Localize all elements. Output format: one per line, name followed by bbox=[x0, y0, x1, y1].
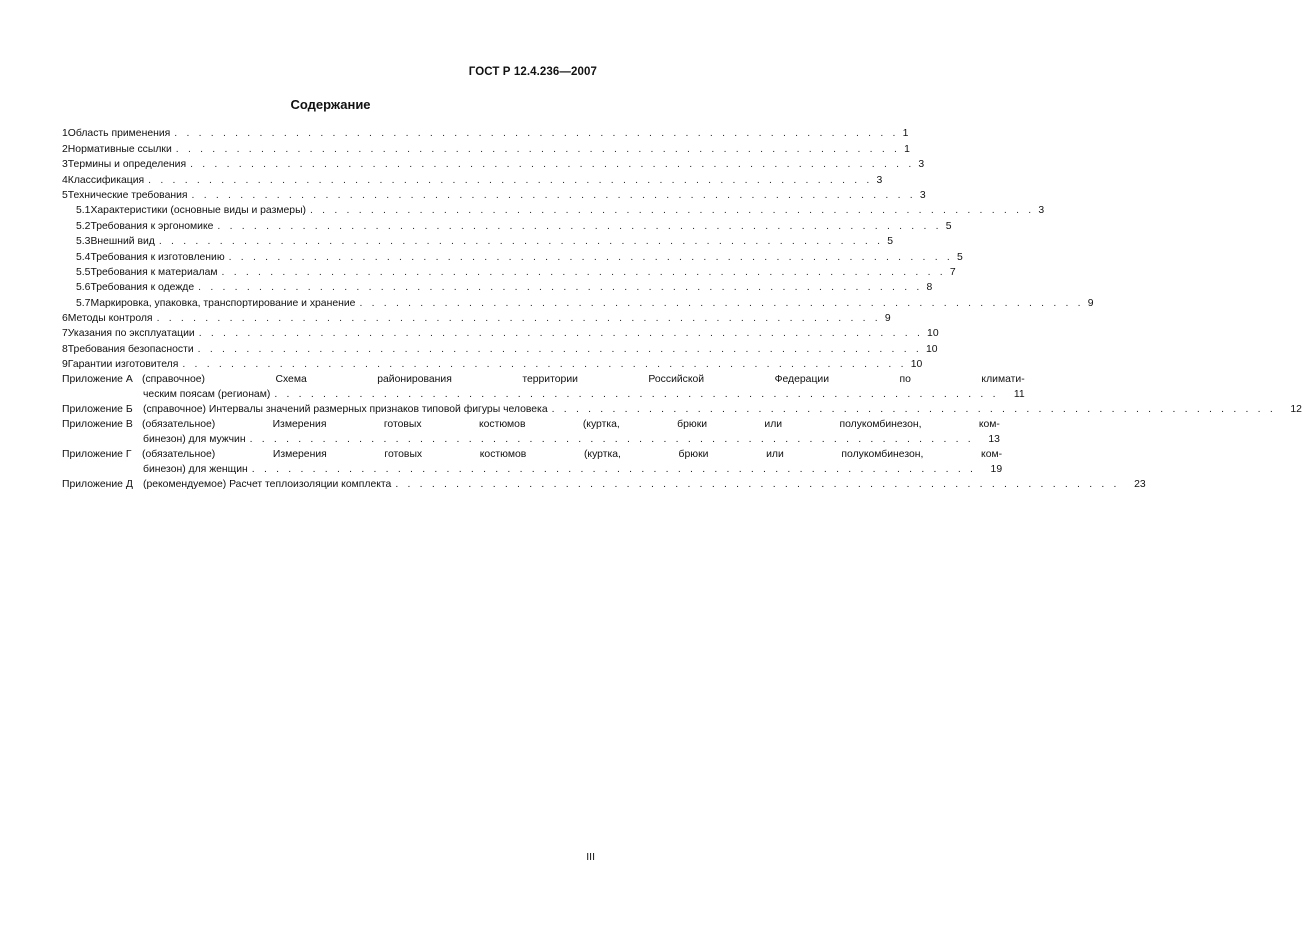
appendix-label: Приложение Г bbox=[62, 449, 132, 461]
dot-leader: . . . . . . . . . . . . . . . . . . . . . . . . . . . . . . . . . . . . . . . . . . . . . . . . . . . . . . . . . . . . bbox=[217, 220, 942, 232]
appendix-title: (справочное) Схема районирования территории Российской Федерации по климати- bbox=[142, 374, 1025, 386]
toc-subentry[interactable] bbox=[62, 295, 1094, 310]
toc-entry-title: Термины и определения bbox=[67, 159, 187, 171]
appendix-title: (справочное) Интервалы значений размерных признаков типовой фигуры человека bbox=[143, 404, 548, 416]
appendix-label: Приложение Д bbox=[62, 479, 133, 491]
dot-leader: . . . . . . . . . . . . . . . . . . . . . . . . . . . . . . . . . . . . . . . . . . . . . . . . . . . . . . . . . . . . bbox=[182, 359, 907, 371]
toc-entry-title: Требования к одежде bbox=[90, 282, 195, 294]
toc-title: Содержание bbox=[290, 97, 371, 112]
toc-entry-title: Требования безопасности bbox=[67, 343, 194, 355]
dot-leader: . . . . . . . . . . . . . . . . . . . . . . . . . . . . . . . . . . . . . . . . . . . . . . . . . . . . . . . . . . . . bbox=[198, 328, 924, 340]
toc-entry-title: Маркировка, упаковка, транспортирование и хранение bbox=[90, 297, 356, 309]
toc-subentry[interactable] bbox=[62, 265, 956, 280]
toc-entry-number: 5.6 bbox=[76, 282, 91, 294]
toc-appendix-entry[interactable] bbox=[62, 447, 1003, 477]
toc-subentry[interactable] bbox=[62, 203, 1045, 218]
toc-entry[interactable] bbox=[62, 188, 926, 203]
toc-entry-number: 5.2 bbox=[76, 220, 91, 232]
toc-entry[interactable] bbox=[62, 357, 923, 372]
toc-entry-number: 5.7 bbox=[76, 297, 91, 309]
toc-entry-page: 5 bbox=[945, 220, 952, 232]
appendix-title: (обязательное) Измерения готовых костюмов (куртка, брюки или полукомбинезон, ком- bbox=[142, 419, 1000, 431]
toc-entry-title: Указания по эксплуатации bbox=[67, 328, 195, 340]
toc-entry-page: 9 bbox=[884, 313, 891, 325]
toc-entry-title: Область применения bbox=[67, 128, 171, 140]
toc-entry-number: 8 bbox=[62, 343, 68, 355]
dot-leader: . . . . . . . . . . . . . . . . . . . . . . . . . . . . . . . . . . . . . . . . . . . . . . . . . . . . . . . . . . . . bbox=[274, 389, 999, 401]
appendix-title: (обязательное) Измерения готовых костюмов (куртка, брюки или полукомбинезон, ком- bbox=[142, 449, 1003, 461]
toc-entry-title: Характеристики (основные виды и размеры) bbox=[90, 205, 306, 217]
appendix-title-continued: ческим поясам (регионам) bbox=[143, 389, 271, 401]
toc-entry[interactable] bbox=[62, 141, 910, 156]
toc-entry-number: 9 bbox=[62, 359, 68, 371]
toc-entry-page: 1 bbox=[904, 143, 910, 155]
toc-entry-page: 3 bbox=[918, 159, 925, 171]
toc-entry-page: 3 bbox=[1038, 205, 1045, 217]
dot-leader: . . . . . . . . . . . . . . . . . . . . . . . . . . . . . . . . . . . . . . . . . . . . . . . . . . . . . . . . . . . . bbox=[198, 282, 923, 294]
dot-leader: . . . . . . . . . . . . . . . . . . . . . . . . . . . . . . . . . . . . . . . . . . . . . . . . . . . . . . . . . . . . bbox=[197, 343, 922, 355]
toc-entry-title: Требования к материалам bbox=[90, 266, 218, 278]
dot-leader: . . . . . . . . . . . . . . . . . . . . . . . . . . . . . . . . . . . . . . . . . . . . . . . . . . . . . . . . . . . . bbox=[158, 236, 884, 248]
appendix-title: (рекомендуемое) Расчет теплоизоляции комплекта bbox=[143, 479, 392, 491]
toc-entry[interactable] bbox=[62, 341, 938, 356]
toc-appendix-entry[interactable] bbox=[62, 402, 1302, 417]
toc-entry-title: Требования к эргономике bbox=[90, 220, 214, 232]
toc-entry-page: 1 bbox=[902, 128, 909, 140]
toc-entry[interactable] bbox=[62, 326, 939, 341]
toc-entry[interactable] bbox=[62, 172, 883, 187]
toc-entry[interactable] bbox=[62, 157, 925, 172]
toc-entry-title: Технические требования bbox=[67, 189, 188, 201]
toc-subentry[interactable] bbox=[62, 280, 933, 295]
dot-leader: . . . . . . . . . . . . . . . . . . . . . . . . . . . . . . . . . . . . . . . . . . . . . . . . . . . . . . . . . . . . bbox=[251, 464, 977, 476]
appendix-label: Приложение А bbox=[62, 374, 133, 386]
toc-entry-page: 8 bbox=[926, 282, 933, 294]
dot-leader: . . . . . . . . . . . . . . . . . . . . . . . . . . . . . . . . . . . . . . . . . . . . . . . . . . . . . . . . . . . . bbox=[551, 404, 1276, 416]
toc-entry-page: 5 bbox=[887, 236, 893, 248]
toc-entry-number: 3 bbox=[62, 159, 68, 171]
toc-entry-page: 10 bbox=[910, 359, 923, 371]
toc-entry-page: 13 bbox=[988, 434, 1000, 446]
dot-leader: . . . . . . . . . . . . . . . . . . . . . . . . . . . . . . . . . . . . . . . . . . . . . . . . . . . . . . . . . . . . bbox=[191, 189, 916, 201]
toc-entry-page: 3 bbox=[919, 189, 926, 201]
appendix-label: Приложение Б bbox=[62, 404, 133, 416]
toc-subentry[interactable] bbox=[62, 249, 963, 264]
toc-entry-page: 7 bbox=[949, 266, 956, 278]
toc-entry-title: Классификация bbox=[67, 174, 145, 186]
dot-leader: . . . . . . . . . . . . . . . . . . . . . . . . . . . . . . . . . . . . . . . . . . . . . . . . . . . . . . . . . . . . bbox=[190, 159, 915, 171]
dot-leader: . . . . . . . . . . . . . . . . . . . . . . . . . . . . . . . . . . . . . . . . . . . . . . . . . . . . . . . . . . . . bbox=[395, 479, 1120, 491]
toc-entry[interactable] bbox=[62, 311, 891, 326]
toc-entry-title: Требования к изготовлению bbox=[90, 251, 225, 263]
toc-entry-number: 5 bbox=[62, 189, 68, 201]
toc-appendix-entry[interactable] bbox=[62, 477, 1146, 492]
toc-entry-page: 11 bbox=[1013, 389, 1025, 401]
document-header: ГОСТ Р 12.4.236—2007 bbox=[468, 66, 597, 78]
appendix-title-continued: бинезон) для мужчин bbox=[143, 434, 246, 446]
toc-entry-number: 6 bbox=[62, 313, 68, 325]
toc-subentry[interactable] bbox=[62, 218, 952, 233]
toc-entry-number: 7 bbox=[62, 328, 68, 340]
toc-entry-number: 5.4 bbox=[76, 251, 91, 263]
table-of-contents bbox=[62, 126, 1302, 492]
toc-entry-page: 19 bbox=[990, 464, 1003, 476]
toc-entry-number: 4 bbox=[62, 174, 68, 186]
appendix-title-continued: бинезон) для женщин bbox=[143, 464, 248, 476]
toc-entry-title: Внешний вид bbox=[90, 236, 155, 248]
appendix-label: Приложение В bbox=[62, 419, 133, 431]
toc-entry-number: 1 bbox=[62, 128, 68, 140]
dot-leader: . . . . . . . . . . . . . . . . . . . . . . . . . . . . . . . . . . . . . . . . . . . . . . . . . . . . . . . . . . . . bbox=[249, 434, 974, 446]
toc-entry-page: 5 bbox=[956, 251, 963, 263]
toc-entry-page: 9 bbox=[1087, 297, 1094, 309]
toc-entry-title: Нормативные ссылки bbox=[67, 143, 172, 155]
toc-entry-page: 23 bbox=[1134, 479, 1146, 491]
dot-leader: . . . . . . . . . . . . . . . . . . . . . . . . . . . . . . . . . . . . . . . . . . . . . . . . . . . . . . . . . . . . bbox=[359, 297, 1084, 309]
dot-leader: . . . . . . . . . . . . . . . . . . . . . . . . . . . . . . . . . . . . . . . . . . . . . . . . . . . . . . . . . . . . bbox=[221, 266, 946, 278]
toc-entry-page: 10 bbox=[927, 328, 939, 340]
page-number: III bbox=[586, 851, 595, 863]
dot-leader: . . . . . . . . . . . . . . . . . . . . . . . . . . . . . . . . . . . . . . . . . . . . . . . . . . . . . . . . . . . . bbox=[156, 313, 881, 325]
dot-leader: . . . . . . . . . . . . . . . . . . . . . . . . . . . . . . . . . . . . . . . . . . . . . . . . . . . . . . . . . . . . bbox=[175, 143, 901, 155]
toc-entry-number: 5.5 bbox=[76, 266, 91, 278]
dot-leader: . . . . . . . . . . . . . . . . . . . . . . . . . . . . . . . . . . . . . . . . . . . . . . . . . . . . . . . . . . . . bbox=[148, 174, 873, 186]
dot-leader: . . . . . . . . . . . . . . . . . . . . . . . . . . . . . . . . . . . . . . . . . . . . . . . . . . . . . . . . . . . . bbox=[310, 205, 1035, 217]
toc-entry-title: Методы контроля bbox=[67, 313, 153, 325]
dot-leader: . . . . . . . . . . . . . . . . . . . . . . . . . . . . . . . . . . . . . . . . . . . . . . . . . . . . . . . . . . . . bbox=[228, 251, 953, 263]
dot-leader: . . . . . . . . . . . . . . . . . . . . . . . . . . . . . . . . . . . . . . . . . . . . . . . . . . . . . . . . . . . . bbox=[174, 128, 899, 140]
toc-entry-page: 3 bbox=[876, 174, 883, 186]
toc-entry-number: 5.3 bbox=[76, 236, 91, 248]
toc-entry-page: 10 bbox=[925, 343, 938, 355]
toc-appendix-entry[interactable] bbox=[62, 417, 1000, 447]
toc-entry-number: 2 bbox=[62, 143, 68, 155]
toc-entry-number: 5.1 bbox=[76, 205, 91, 217]
toc-entry-title: Гарантии изготовителя bbox=[67, 359, 179, 371]
toc-entry-page: 12 bbox=[1290, 404, 1302, 416]
toc-entry[interactable] bbox=[62, 126, 909, 141]
toc-appendix-entry[interactable] bbox=[62, 372, 1025, 402]
toc-subentry[interactable] bbox=[62, 234, 893, 249]
